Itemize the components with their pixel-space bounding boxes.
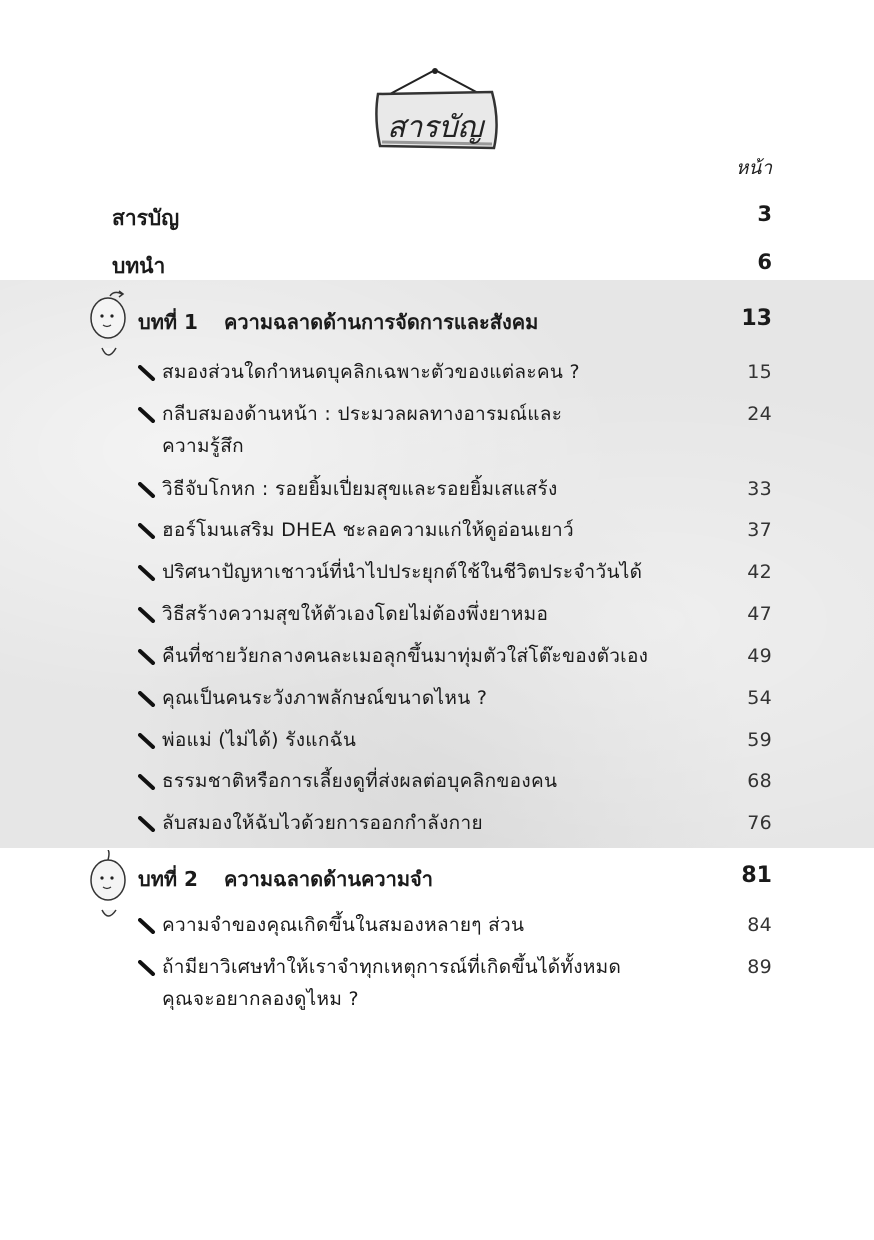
mascot-icon [88, 850, 132, 922]
entry-title: กลีบสมองด้านหน้า : ประมวลผลทางอารมณ์และ ความรู้สึก [162, 403, 563, 457]
entry-page: 37 [747, 519, 772, 541]
pencil-mark-icon [138, 407, 156, 423]
entry-page: 89 [747, 956, 772, 978]
entry-page: 47 [747, 603, 772, 625]
pencil-mark-icon [138, 733, 156, 749]
pencil-mark-icon [138, 649, 156, 665]
entry-page: 68 [747, 770, 772, 792]
toc-front-row[interactable] [112, 202, 772, 236]
entry-page: 15 [747, 361, 772, 383]
mascot-icon [88, 290, 132, 362]
page-column-label: หน้า [735, 157, 772, 179]
entry-title: สมองส่วนใดกำหนดบุคลิกเฉพาะตัวของแต่ละคน ? [162, 361, 580, 383]
toc-front-title: สารบัญ [112, 206, 180, 230]
pencil-mark-icon [138, 691, 156, 707]
entry-page: 76 [747, 812, 772, 834]
chapter-number: บทที่ 2 [138, 867, 198, 891]
entry-title: คุณเป็นคนระวังภาพลักษณ์ขนาดไหน ? [162, 687, 488, 709]
entry-page: 33 [747, 478, 772, 500]
toc-front-page: 6 [757, 250, 772, 274]
pencil-mark-icon [138, 607, 156, 623]
chapter-page: 13 [741, 306, 772, 331]
toc-front-row[interactable] [112, 250, 772, 284]
chapter-heading[interactable] [138, 863, 772, 899]
chapter-title: ความฉลาดด้านความจำ [224, 867, 433, 891]
page-title: สารบัญ [387, 110, 483, 145]
entry-page: 42 [747, 561, 772, 583]
entry-title: ปริศนาปัญหาเชาวน์ที่นำไปประยุกต์ใช้ในชีวิตประจำวันได้ [162, 561, 643, 583]
entry-title: ฮอร์โมนเสริม DHEA ชะลอความแก่ให้ดูอ่อนเยาว์ [162, 519, 574, 541]
pencil-mark-icon [138, 523, 156, 539]
toc-entry[interactable] [138, 951, 772, 1015]
entry-page: 59 [747, 729, 772, 751]
pencil-mark-icon [138, 918, 156, 934]
pencil-mark-icon [138, 774, 156, 790]
pencil-mark-icon [138, 816, 156, 832]
chapter-heading[interactable] [138, 306, 772, 342]
pencil-mark-icon [138, 960, 156, 976]
entry-title: คืนที่ชายวัยกลางคนละเมอลุกขึ้นมาทุ่มตัวใส่โต๊ะของตัวเอง [162, 645, 649, 667]
entry-title: วิธีสร้างความสุขให้ตัวเองโดยไม่ต้องพึ่งยาหมอ [162, 603, 549, 625]
entry-page: 54 [747, 687, 772, 709]
pencil-mark-icon [138, 482, 156, 498]
toc-front-title: บทนำ [112, 254, 166, 278]
pencil-mark-icon [138, 565, 156, 581]
entry-title: ธรรมชาติหรือการเลี้ยงดูที่ส่งผลต่อบุคลิกของคน [162, 770, 558, 792]
pencil-mark-icon [138, 365, 156, 381]
entry-page: 84 [747, 914, 772, 936]
chapter-page: 81 [741, 863, 772, 888]
toc-front-page: 3 [757, 202, 772, 226]
entry-page: 24 [747, 403, 772, 425]
entry-page: 49 [747, 645, 772, 667]
entry-title: ถ้ามียาวิเศษทำให้เราจำทุกเหตุการณ์ที่เกิดขึ้นได้ทั้งหมด คุณจะอยากลองดูไหม ? [162, 956, 622, 1010]
entry-title: ความจำของคุณเกิดขึ้นในสมองหลายๆ ส่วน [162, 914, 525, 936]
chapter-title: ความฉลาดด้านการจัดการและสังคม [224, 310, 539, 334]
entry-title: วิธีจับโกหก : รอยยิ้มเปี่ยมสุขและรอยยิ้มเสแสร้ง [162, 478, 558, 500]
toc-entry[interactable] [138, 398, 772, 462]
entry-title: พ่อแม่ (ไม่ได้) รังแกฉัน [162, 729, 357, 751]
title-sign [360, 66, 510, 156]
chapter-number: บทที่ 1 [138, 310, 198, 334]
entry-title: ลับสมองให้ฉับไวด้วยการออกกำลังกาย [162, 812, 483, 834]
